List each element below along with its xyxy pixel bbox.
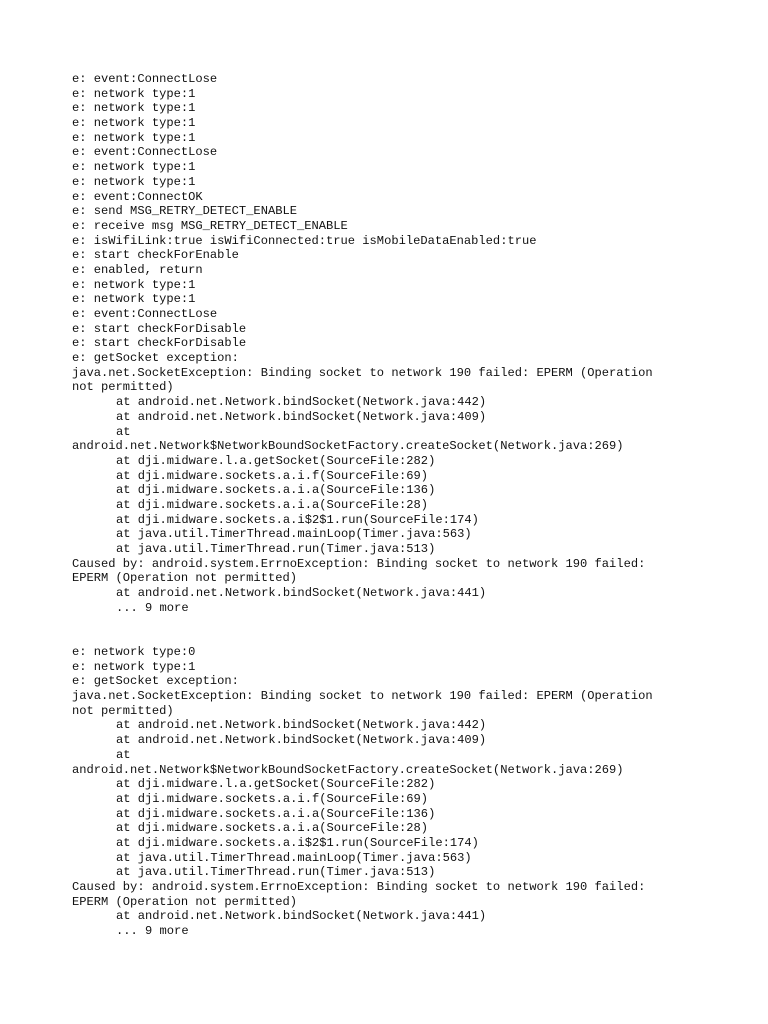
log-line: e: event:ConnectLose <box>72 145 218 160</box>
log-line: e: event:ConnectLose <box>72 72 218 86</box>
log-line: at dji.midware.sockets.a.i.f(SourceFile:69) <box>116 468 429 483</box>
log-block <box>72 645 692 939</box>
log-line: Caused by: android.system.ErrnoException: Binding socket to network 190 failed: <box>72 880 646 894</box>
log-line: ... 9 more <box>116 924 189 939</box>
log-line: e: start checkForDisable <box>72 321 247 336</box>
log-line: e: network type:1 <box>72 277 196 292</box>
log-line: at <box>116 747 131 762</box>
log-line: at dji.midware.sockets.a.i.a(SourceFile:28) <box>116 497 429 512</box>
log-line: e: getSocket exception: <box>72 351 239 366</box>
log-line: at java.util.TimerThread.run(Timer.java:513) <box>116 542 436 556</box>
log-line: at android.net.Network.bindSocket(Network.java:441) <box>116 909 487 924</box>
log-line: java.net.SocketException: Binding socket to network 190 failed: EPERM (Operation <box>72 689 653 704</box>
log-line: at <box>116 424 131 439</box>
log-line: at dji.midware.sockets.a.i.f(SourceFile:69) <box>116 791 429 806</box>
log-line: e: network type:1 <box>72 160 196 175</box>
log-line: e: receive msg MSG_RETRY_DETECT_ENABLE <box>72 218 348 233</box>
log-line: not permitted) <box>72 703 174 718</box>
log-line: at java.util.TimerThread.mainLoop(Timer.java:563) <box>116 527 472 542</box>
log-line: at android.net.Network.bindSocket(Network.java:409) <box>116 409 487 424</box>
log-line: e: network type:0 <box>72 645 196 659</box>
log-line: at dji.midware.sockets.a.i$2$1.run(SourceFile:174) <box>116 512 479 527</box>
log-line: e: send MSG_RETRY_DETECT_ENABLE <box>72 204 297 219</box>
log-line: e: network type:1 <box>72 659 196 674</box>
log-line: e: start checkForEnable <box>72 248 239 263</box>
log-line: e: isWifiLink:true isWifiConnected:true isMobileDataEnabled:true <box>72 233 537 248</box>
log-line: e: enabled, return <box>72 262 203 277</box>
log-line: at dji.midware.l.a.getSocket(SourceFile:282) <box>116 777 436 792</box>
log-line: android.net.Network$NetworkBoundSocketFactory.createSocket(Network.java:269) <box>72 439 624 454</box>
log-line: java.net.SocketException: Binding socket to network 190 failed: EPERM (Operation <box>72 365 653 380</box>
log-line: at android.net.Network.bindSocket(Network.java:442) <box>116 395 487 410</box>
log-line: e: event:ConnectLose <box>72 307 218 321</box>
log-line: at android.net.Network.bindSocket(Network.java:441) <box>116 586 487 601</box>
log-line: e: network type:1 <box>72 292 196 307</box>
log-line: at dji.midware.sockets.a.i.a(SourceFile:136) <box>116 806 436 821</box>
log-line: at java.util.TimerThread.mainLoop(Timer.java:563) <box>116 850 472 865</box>
log-line: at java.util.TimerThread.run(Timer.java:513) <box>116 865 436 880</box>
log-line: Caused by: android.system.ErrnoException: Binding socket to network 190 failed: <box>72 556 646 571</box>
log-line: android.net.Network$NetworkBoundSocketFactory.createSocket(Network.java:269) <box>72 762 624 777</box>
log-line: e: event:ConnectOK <box>72 189 203 204</box>
log-line: e: network type:1 <box>72 130 196 145</box>
log-line: at dji.midware.sockets.a.i$2$1.run(SourceFile:174) <box>116 835 479 850</box>
log-line: ... 9 more <box>116 600 189 615</box>
log-line: EPERM (Operation not permitted) <box>72 894 297 909</box>
log-line: at android.net.Network.bindSocket(Network.java:409) <box>116 733 487 748</box>
log-line: at dji.midware.l.a.getSocket(SourceFile:282) <box>116 453 436 468</box>
log-line: e: network type:1 <box>72 174 196 189</box>
log-line: e: getSocket exception: <box>72 674 239 689</box>
log-block <box>72 72 692 615</box>
log-line: not permitted) <box>72 380 174 395</box>
log-line: e: network type:1 <box>72 101 196 116</box>
log-line: e: network type:1 <box>72 116 196 131</box>
log-line: at dji.midware.sockets.a.i.a(SourceFile:28) <box>116 821 429 836</box>
log-line: e: start checkForDisable <box>72 336 247 351</box>
log-line: at dji.midware.sockets.a.i.a(SourceFile:136) <box>116 483 436 498</box>
log-line: at android.net.Network.bindSocket(Network.java:442) <box>116 718 487 733</box>
log-line: e: network type:1 <box>72 86 196 101</box>
log-line: EPERM (Operation not permitted) <box>72 571 297 586</box>
